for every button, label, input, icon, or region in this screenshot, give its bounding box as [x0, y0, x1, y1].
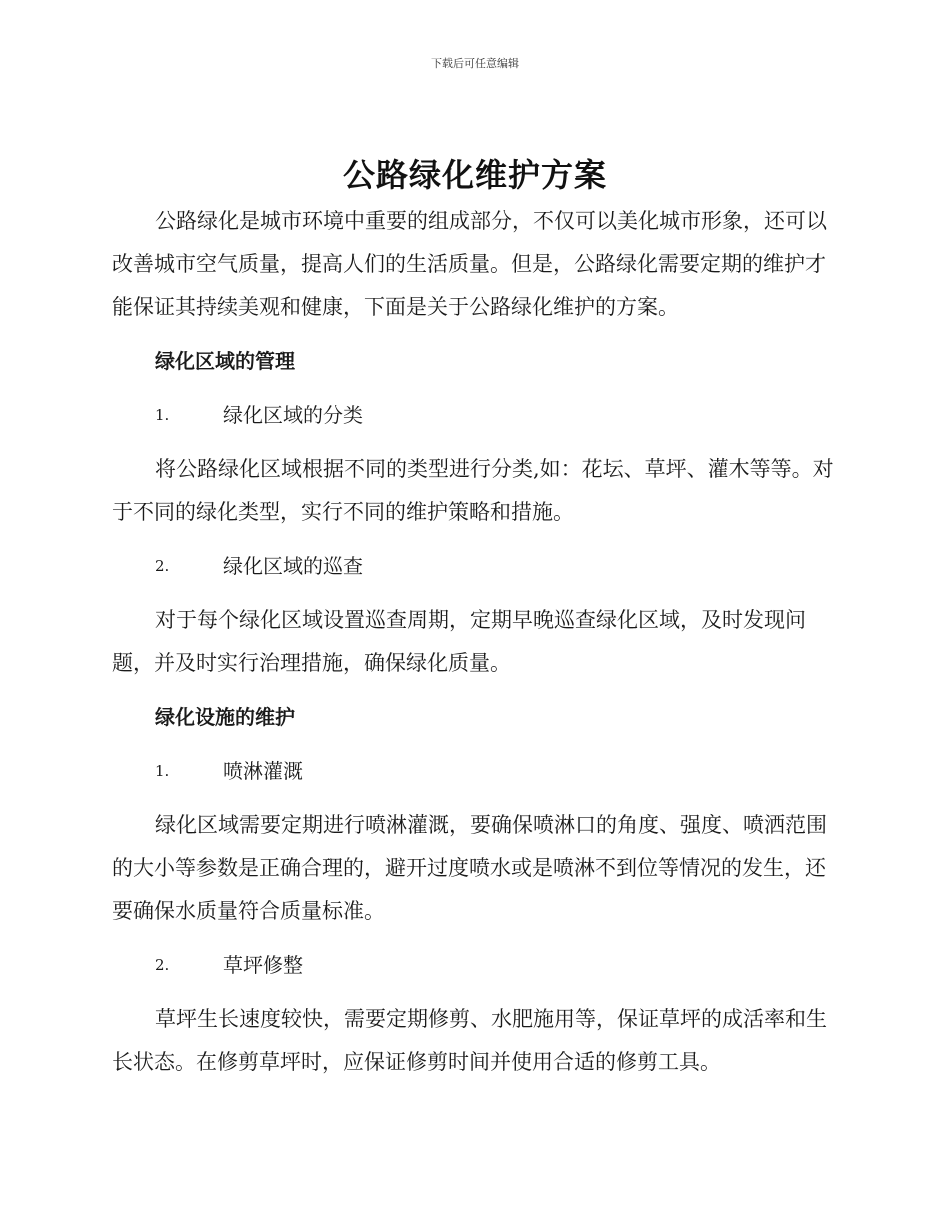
- list-number: 1.: [155, 762, 170, 780]
- header-note: 下载后可任意编辑: [431, 57, 519, 70]
- paragraph-sprinkler-irrigation: 绿化区域需要定期进行喷淋灌溉，要确保喷淋口的角度、强度、喷洒范围的大小等参数是正确合理的，避开过度喷水或是喷淋不到位等情况的发生，还要确保水质量符合质量标准。: [112, 813, 827, 923]
- list-item-label: 喷淋灌溉: [223, 759, 303, 783]
- paragraph-area-classification: 将公路绿化区域根据不同的类型进行分类,如：花坛、草坪、灌木等等。对于不同的绿化类型，实行不同的维护策略和措施。: [112, 457, 834, 524]
- section-heading-area-management: 绿化区域的管理: [155, 349, 295, 373]
- list-number: 2.: [155, 956, 170, 974]
- list-item-label: 绿化区域的分类: [223, 403, 363, 427]
- list-item-label: 草坪修整: [223, 953, 303, 977]
- document-body: [112, 200, 834, 1084]
- document-title: 公路绿化维护方案: [342, 156, 607, 194]
- paragraph-area-patrol: 对于每个绿化区域设置巡查周期，定期早晚巡查绿化区域，及时发现问题，并及时实行治理措施，确保绿化质量。: [112, 608, 806, 675]
- list-number: 1.: [155, 406, 170, 424]
- list-item-lawn-trimming: [155, 944, 834, 987]
- section-heading-facility-maintenance: 绿化设施的维护: [155, 705, 295, 729]
- list-item-area-classification: [155, 394, 834, 437]
- paragraph-lawn-trimming: 草坪生长速度较快，需要定期修剪、水肥施用等，保证草坪的成活率和生长状态。在修剪草坪时，应保证修剪时间并使用合适的修剪工具。: [112, 1007, 827, 1074]
- intro-paragraph: 公路绿化是城市环境中重要的组成部分，不仅可以美化城市形象，还可以改善城市空气质量，提高人们的生活质量。但是，公路绿化需要定期的维护才能保证其持续美观和健康，下面是关于公路绿化维护的方案。: [112, 209, 827, 319]
- list-number: 2.: [155, 557, 170, 575]
- list-item-sprinkler-irrigation: [155, 750, 834, 793]
- list-item-label: 绿化区域的巡查: [223, 554, 363, 578]
- list-item-area-patrol: [155, 545, 834, 588]
